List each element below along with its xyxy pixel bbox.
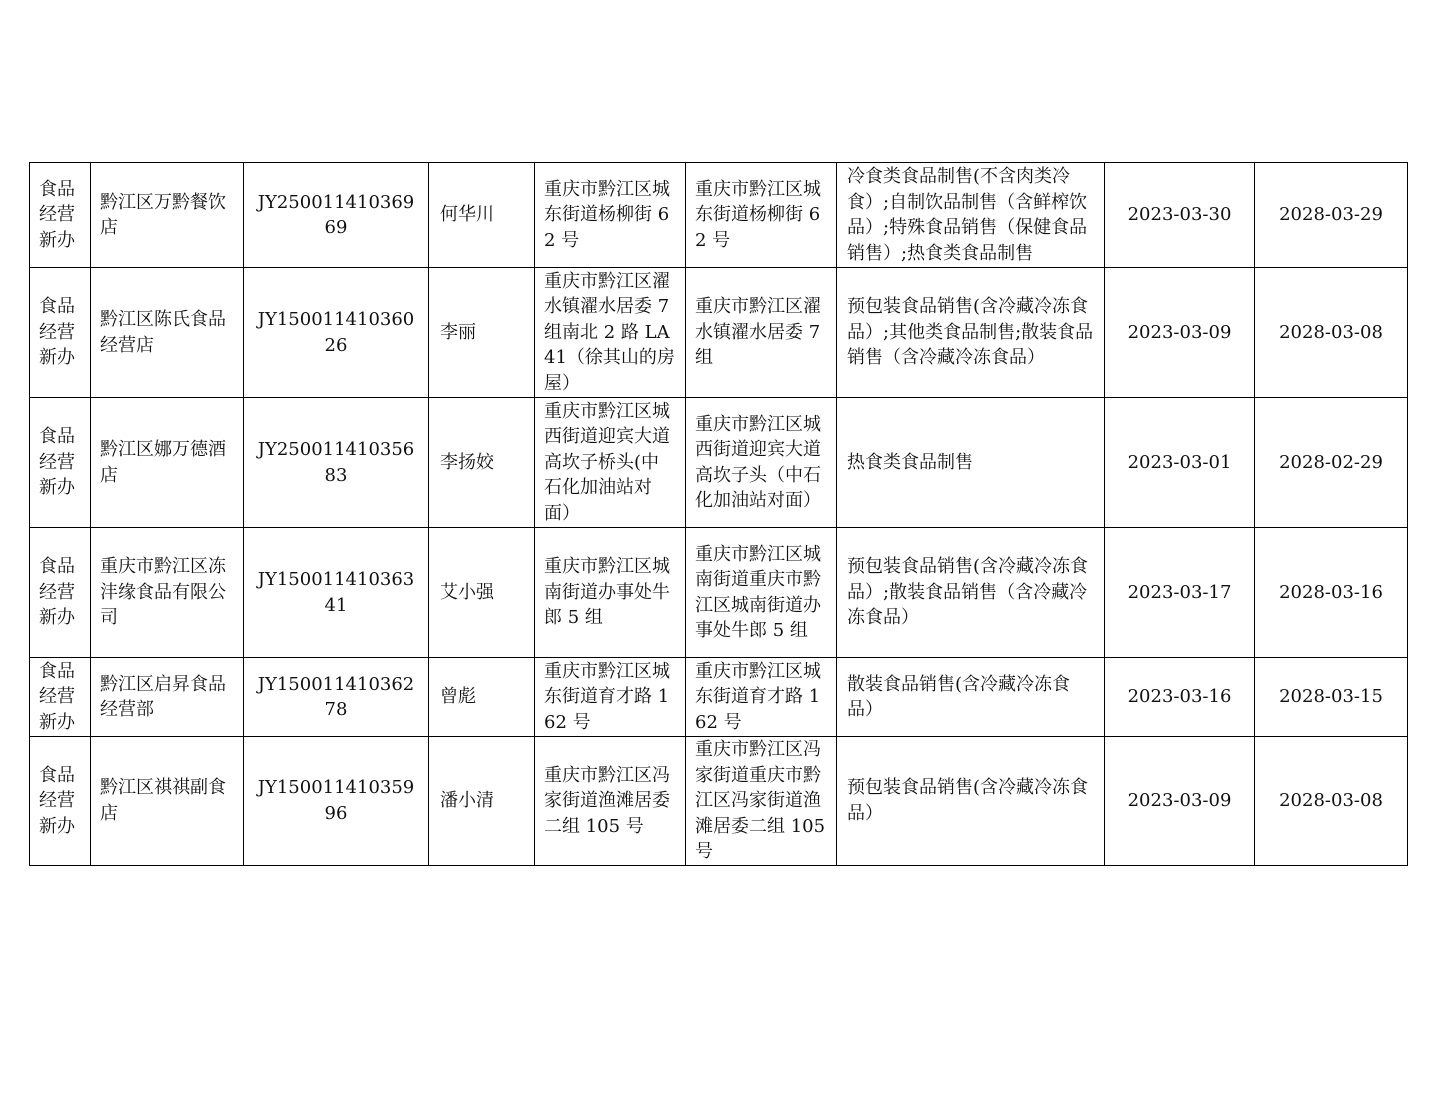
registered-address-cell: 重庆市黔江区濯水镇濯水居委 7 组南北 2 路 LA41（徐其山的房屋） — [535, 268, 686, 398]
issue-date-cell: 2023-03-17 — [1105, 528, 1255, 658]
business-name-cell: 黔江区祺祺副食店 — [91, 737, 244, 866]
license-number-cell: JY15001141036278 — [244, 658, 429, 737]
legal-representative-cell: 李丽 — [429, 268, 535, 398]
registered-address-cell: 重庆市黔江区冯家街道渔滩居委二组 105 号 — [535, 737, 686, 866]
business-name-cell: 黔江区启昇食品经营部 — [91, 658, 244, 737]
issue-date-cell: 2023-03-01 — [1105, 398, 1255, 528]
issue-date-cell: 2023-03-30 — [1105, 163, 1255, 268]
license-number-cell: JY15001141035996 — [244, 737, 429, 866]
license-number-cell: JY15001141036341 — [244, 528, 429, 658]
business-name-cell: 黔江区陈氏食品经营店 — [91, 268, 244, 398]
table-row — [30, 163, 1408, 268]
issue-date-cell: 2023-03-16 — [1105, 658, 1255, 737]
business-scope-cell: 冷食类食品制售(不含肉类冷食）;自制饮品制售（含鲜榨饮品）;特殊食品销售（保健食品销售）;热食类食品制售 — [837, 163, 1105, 268]
table-row — [30, 268, 1408, 398]
business-premises-cell: 重庆市黔江区城南街道重庆市黔江区城南街道办事处牛郎 5 组 — [686, 528, 837, 658]
expiry-date-cell: 2028-03-08 — [1255, 268, 1408, 398]
application-type-cell: 食品经营新办 — [30, 528, 91, 658]
business-premises-cell: 重庆市黔江区冯家街道重庆市黔江区冯家街道渔滩居委二组 105 号 — [686, 737, 837, 866]
legal-representative-cell: 曾彪 — [429, 658, 535, 737]
license-number-cell: JY25001141036969 — [244, 163, 429, 268]
application-type-cell: 食品经营新办 — [30, 398, 91, 528]
table-row — [30, 528, 1408, 658]
business-premises-cell: 重庆市黔江区城东街道育才路 162 号 — [686, 658, 837, 737]
table-row — [30, 398, 1408, 528]
expiry-date-cell: 2028-03-16 — [1255, 528, 1408, 658]
business-premises-cell: 重庆市黔江区城东街道杨柳街 62 号 — [686, 163, 837, 268]
expiry-date-cell: 2028-02-29 — [1255, 398, 1408, 528]
registered-address-cell: 重庆市黔江区城南街道办事处牛郎 5 组 — [535, 528, 686, 658]
registered-address-cell: 重庆市黔江区城西街道迎宾大道高坎子桥头(中石化加油站对面） — [535, 398, 686, 528]
expiry-date-cell: 2028-03-15 — [1255, 658, 1408, 737]
business-name-cell: 黔江区万黔餐饮店 — [91, 163, 244, 268]
legal-representative-cell: 潘小清 — [429, 737, 535, 866]
business-premises-cell: 重庆市黔江区濯水镇濯水居委 7 组 — [686, 268, 837, 398]
expiry-date-cell: 2028-03-08 — [1255, 737, 1408, 866]
license-table — [29, 162, 1408, 866]
registered-address-cell: 重庆市黔江区城东街道育才路 162 号 — [535, 658, 686, 737]
business-scope-cell: 散装食品销售(含冷藏冷冻食品） — [837, 658, 1105, 737]
registered-address-cell: 重庆市黔江区城东街道杨柳街 62 号 — [535, 163, 686, 268]
application-type-cell: 食品经营新办 — [30, 737, 91, 866]
legal-representative-cell: 李扬姣 — [429, 398, 535, 528]
application-type-cell: 食品经营新办 — [30, 163, 91, 268]
business-scope-cell: 预包装食品销售(含冷藏冷冻食品）;其他类食品制售;散装食品销售（含冷藏冷冻食品） — [837, 268, 1105, 398]
table-row — [30, 737, 1408, 866]
license-table-sheet — [29, 162, 1407, 866]
application-type-cell: 食品经营新办 — [30, 658, 91, 737]
license-number-cell: JY25001141035683 — [244, 398, 429, 528]
business-scope-cell: 预包装食品销售(含冷藏冷冻食品） — [837, 737, 1105, 866]
table-row — [30, 658, 1408, 737]
expiry-date-cell: 2028-03-29 — [1255, 163, 1408, 268]
license-number-cell: JY15001141036026 — [244, 268, 429, 398]
issue-date-cell: 2023-03-09 — [1105, 737, 1255, 866]
legal-representative-cell: 艾小强 — [429, 528, 535, 658]
legal-representative-cell: 何华川 — [429, 163, 535, 268]
business-scope-cell: 预包装食品销售(含冷藏冷冻食品）;散装食品销售（含冷藏冷冻食品） — [837, 528, 1105, 658]
business-name-cell: 重庆市黔江区冻沣缘食品有限公司 — [91, 528, 244, 658]
issue-date-cell: 2023-03-09 — [1105, 268, 1255, 398]
business-scope-cell: 热食类食品制售 — [837, 398, 1105, 528]
application-type-cell: 食品经营新办 — [30, 268, 91, 398]
business-name-cell: 黔江区娜万德酒店 — [91, 398, 244, 528]
business-premises-cell: 重庆市黔江区城西街道迎宾大道高坎子头（中石化加油站对面） — [686, 398, 837, 528]
